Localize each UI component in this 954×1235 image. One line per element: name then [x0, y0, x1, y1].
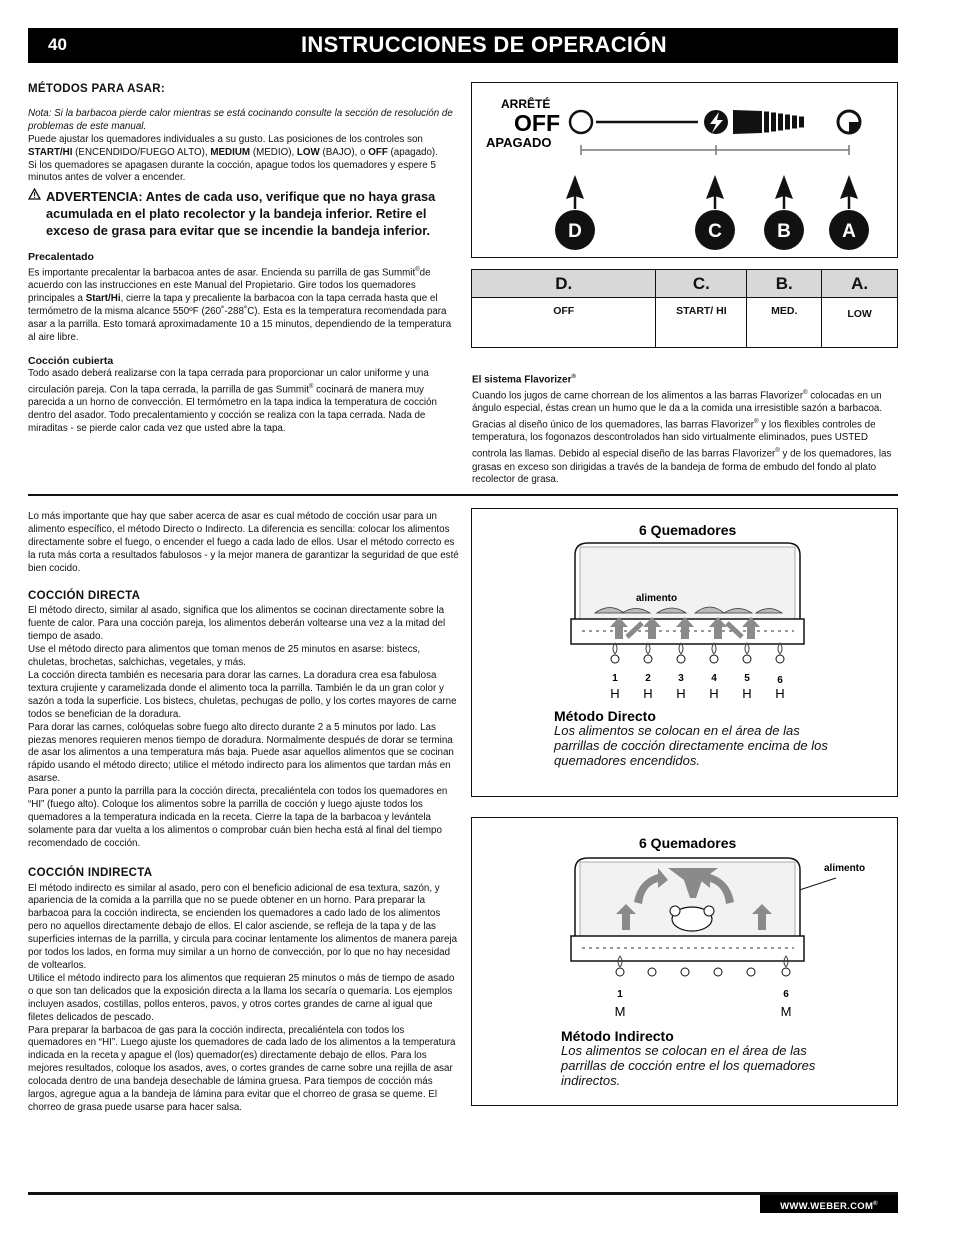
footer-url[interactable]: WWW.WEBER.COM®	[760, 1195, 898, 1213]
intro-text: Lo más importante que hay que saber acerca de asar es cual método de cocción usar para un alimento específico, el método Directo o Indirecto. La diferencia es sencilla: colocar los alimentos directamente sobre el fuego, o encender el fuego a cada lado de ellos. Usar el método correcto es la ruta más corta a resultados fabulosos - y la mejor manera de garantizar la seguridad de que esté bien cocido.	[28, 511, 459, 574]
knob-off-label: OFF	[514, 110, 560, 136]
methods-section	[28, 83, 460, 436]
indirect-method-text: Los alimentos se colocan en el área de las parrillas de cocción entre el los quemadores indirectos.	[561, 1043, 816, 1088]
svg-text:H: H	[610, 686, 620, 701]
flavorizer-text: Cuando los jugos de carne chorrean de los alimentos a las barras Flavorizer® colocadas en un ángulo especial, éstas crean un humo que le da a la comida una irresistible sazón a barbacoa. Gracias al diseño único de los quemadores, las barras Flavorizer® y los flexibles controles de temperatura, los fogonazos descontrolados han sido virtualmente eliminados, pues USTED controla las llamas. Debido al especial diseño de las barras Flavorizer® y de los quemadores, las grasas en exceso son dirigidas a través de la bandeja de forma de embudo del fondo al plato recolector de grasa.	[472, 390, 892, 486]
indirect-diagram-title: 6 Quemadores	[639, 835, 737, 851]
svg-text:6: 6	[777, 675, 783, 686]
svg-text:H: H	[643, 686, 653, 701]
methods-note: Nota: Si la barbacoa pierde calor mientras se está cocinando consulte la sección de resolución de problemas de este manual.	[28, 107, 453, 132]
methods-paragraph-2: Si los quemadores se apagasen durante la cocción, apague todos los quemadores y espere 5 minutos antes de volver a encender.	[28, 159, 436, 184]
table-header: C.	[656, 270, 747, 298]
direct-paragraph: Use el método directo para alimentos que toman menos de 25 minutos en asarse: bistecs, chuletas, brochetas, salchichas, vegetales, y más.	[28, 644, 421, 669]
direct-diagram-title: 6 Quemadores	[639, 522, 737, 538]
table-cell: START/ HI	[656, 298, 747, 348]
callout-d: D	[568, 221, 582, 242]
direct-heading: COCCIÓN DIRECTA	[28, 589, 141, 602]
svg-text:6: 6	[783, 989, 789, 1000]
arrow-a	[829, 175, 869, 250]
svg-text:M: M	[780, 1004, 792, 1019]
svg-text:1: 1	[612, 673, 618, 684]
direct-paragraph: La cocción directa también es necesaria para dorar las carnes. La doradura crea esa fabulosa textura crujiente y caramelizada donde el alimento toca la parrilla. También le da un gran color y sazón a toda la superficie. Los bistecs, chuletas, pechugas de pollo, y los cortes mayores de carne todos se benefician de la doradura.	[28, 669, 457, 720]
knob-apagado-label: APAGADO	[486, 135, 552, 150]
svg-text:H: H	[742, 686, 752, 701]
burner-settings	[610, 686, 784, 701]
table-header: D.	[472, 270, 656, 298]
indirect-heading: COCCIÓN INDIRECTA	[28, 866, 153, 879]
svg-text:2: 2	[645, 673, 651, 684]
preheat-text: Es importante precalentar la barbacoa antes de asar. Encienda su parrilla de gas Summit®de acuerdo con las instrucciones en este Manual del Propietario. Gire todos los quemadores principales a Start/Hi, cierre la tapa y precaliente la barbacoa con la tapa cerrada hasta que el termómetro de la misma alcance 550ºF (260˚-288˚C). Esta es la temperatura recomendada para asar a la parrilla. Esto tomará aproximadamente 10 a 15 minutos, dependiendo de la temperatura al aire libre.	[28, 267, 452, 344]
arrow-d	[555, 175, 595, 250]
direct-paragraph: El método directo, similar al asado, significa que los alimentos se cocinan directamente sobre la fuente de calor. Para una cocción pareja, los alimentos deberán voltearse una vez a la mitad del tiempo de asado.	[28, 605, 446, 643]
covered-title: Cocción cubierta	[28, 354, 114, 367]
page-title: INSTRUCCIONES DE OPERACIÓN	[301, 32, 667, 57]
section-divider	[28, 494, 898, 496]
table-cell: LOW	[822, 298, 898, 348]
table-cell: OFF	[472, 298, 656, 348]
callout-b: B	[777, 221, 791, 242]
indirect-method-title: Método Indirecto	[561, 1028, 674, 1044]
table-row	[472, 298, 898, 348]
burner-settings	[615, 1004, 792, 1019]
warning-text: ADVERTENCIA: Antes de cada uso, verifique que no haya grasa acumulada en el plato recolector y la bandeja inferior. Retire el exceso de grasa para evitar que se incendie la bandeja inferior.	[46, 189, 436, 239]
flavorizer-title: El sistema Flavorizer®	[472, 374, 576, 386]
page-header	[28, 28, 898, 63]
callout-a: A	[842, 221, 856, 242]
callout-c: C	[708, 221, 722, 242]
food-label: alimento	[824, 863, 866, 874]
indirect-paragraph: El método indirecto es similar al asado, pero con el beneficio adicional de esa textura, sazón, y apariencia de la comida a la parrilla que no se puede obtener en un horno. Para preparar la barbacoa para la cocción indirecta, se encienden los quemadores a cado lado de los alimentos pero no aquellos directamente debajo de ellos. El calor asciende, se refleja de la tapa y de las superficies internas de la parrilla, y circula para cocinar lentamente los alimentos de manera pareja por todos los lados, en forma muy similar a un horno de convección, por lo que no hay necesidad de voltearlos.	[28, 882, 458, 971]
flame-wedge-icon	[733, 110, 762, 134]
burner-numbers	[612, 673, 783, 686]
warning-block	[28, 188, 460, 239]
control-knob-diagram	[471, 82, 898, 258]
direct-paragraph: Para poner a punto la parrilla para la cocción directa, precaliéntela con todos los quemadores en “HI” (fuego alto). Coloque los alimentos sobre la parrilla de cocción y luego ajuste todos los quemadores a la temperatura indicada en la receta. Cierre la tapa de la barbacoa y levántela solamente para dar vuelta a los alimentos o comprobar cuán bien hecha está al final del tiempo recomendado de cocción.	[28, 786, 448, 849]
svg-text:3: 3	[678, 673, 684, 684]
off-position-icon	[570, 111, 592, 133]
svg-text:H: H	[676, 686, 686, 701]
food-chicken	[670, 906, 714, 931]
table-header-row	[472, 270, 898, 298]
methods-heading: MÉTODOS PARA ASAR:	[28, 83, 166, 95]
svg-text:H: H	[775, 686, 785, 701]
indirect-paragraph: Utilice el método indirecto para los alimentos que requieran 25 minutos o más de tiempo de asado o que son tan delicados que la exposición directa a la llama los secaría o quemaría. Los ejemplos incluyen asados, costillas, pollos enteros, pavos, y otros cortes grandes de carne al igual que filetes delicados de pescado.	[28, 972, 455, 1023]
methods-paragraph: Puede ajustar los quemadores individuales a su gusto. Las posiciones de los controles son START/HI (ENCENDIDO/FUEGO ALTO), MEDIUM (MEDIO), LOW (BAJO), o OFF (apagado).	[28, 133, 438, 158]
cooking-methods-section	[28, 511, 460, 1115]
svg-text:5: 5	[744, 673, 750, 684]
preheat-title: Precalentado	[28, 251, 94, 264]
knob-arrete-label: ARRÊTÉ	[501, 97, 551, 111]
control-positions-table	[471, 269, 898, 348]
warning-icon	[28, 188, 46, 239]
svg-text:1: 1	[617, 989, 623, 1000]
direct-paragraph: Para dorar las carnes, colóquelas sobre fuego alto directo durante 2 a 5 minutos por lado. Las piezas menores requieren menos tiempo de doradura. Normalmente después de dorar se termina de asar los alimentos a una temperatura más baja. Puede asar aquellos alimentos que se cocinan rápido usando el método directo; utilice el método indirecto para los alimentos que tardan más en asarse.	[28, 721, 454, 785]
arrow-b	[764, 175, 804, 250]
svg-text:M: M	[614, 1004, 626, 1019]
direct-method-title: Método Directo	[554, 708, 656, 724]
page-number: 40	[48, 35, 67, 54]
burner-numbers	[617, 989, 789, 1000]
table-header: A.	[822, 270, 898, 298]
direct-method-diagram	[471, 508, 898, 797]
svg-text:H: H	[709, 686, 719, 701]
food-label: alimento	[636, 593, 678, 604]
table-cell: MED.	[747, 298, 822, 348]
indirect-paragraph: Para preparar la barbacoa de gas para la cocción indirecta, precaliéntela con todos los quemadores en “HI”. Luego ajuste los quemadores de cada lado de los alimentos a la temperatura indicada en la receta y apague el (los) quemador(es) directamente debajo de ellos. Para los mejores resultados, coloque los asados, aves, o cortes grandes de carne sobre una rejilla de asar colocada dentro de una bandeja desechable de lámina gruesa. Para tiempos de cocción más largos, agregue agua a la bandeja de lámina para evitar que el chorreo de grasa se queme. El chorreo de grasa puede usarse para hacer salsa.	[28, 1024, 456, 1113]
burner-knobs	[616, 968, 790, 976]
svg-text:4: 4	[711, 673, 717, 684]
flavorizer-section	[472, 371, 898, 487]
indirect-method-diagram	[471, 817, 898, 1106]
arrow-c	[695, 175, 735, 250]
burner-knobs	[611, 655, 784, 663]
direct-method-text: Los alimentos se colocan en el área de las parrillas de cocción directamente encima de los quemadores encendidos.	[554, 723, 828, 768]
covered-text: Todo asado deberá realizarse con la tapa cerrada para proporcionar un calor uniforme y una circulación pareja. Con la tapa cerrada, la parrilla de gas Summit® cocinará de manera muy parecida a un horno de convección. El termómetro en la tapa indica la temperatura de cocción dentro del asador. Todo precalentamiento y cocción se realiza con la tapa cerrada. Nada de miraditas - se pierde calor cada vez que usted abre la tapa.	[28, 367, 437, 434]
table-header: B.	[747, 270, 822, 298]
